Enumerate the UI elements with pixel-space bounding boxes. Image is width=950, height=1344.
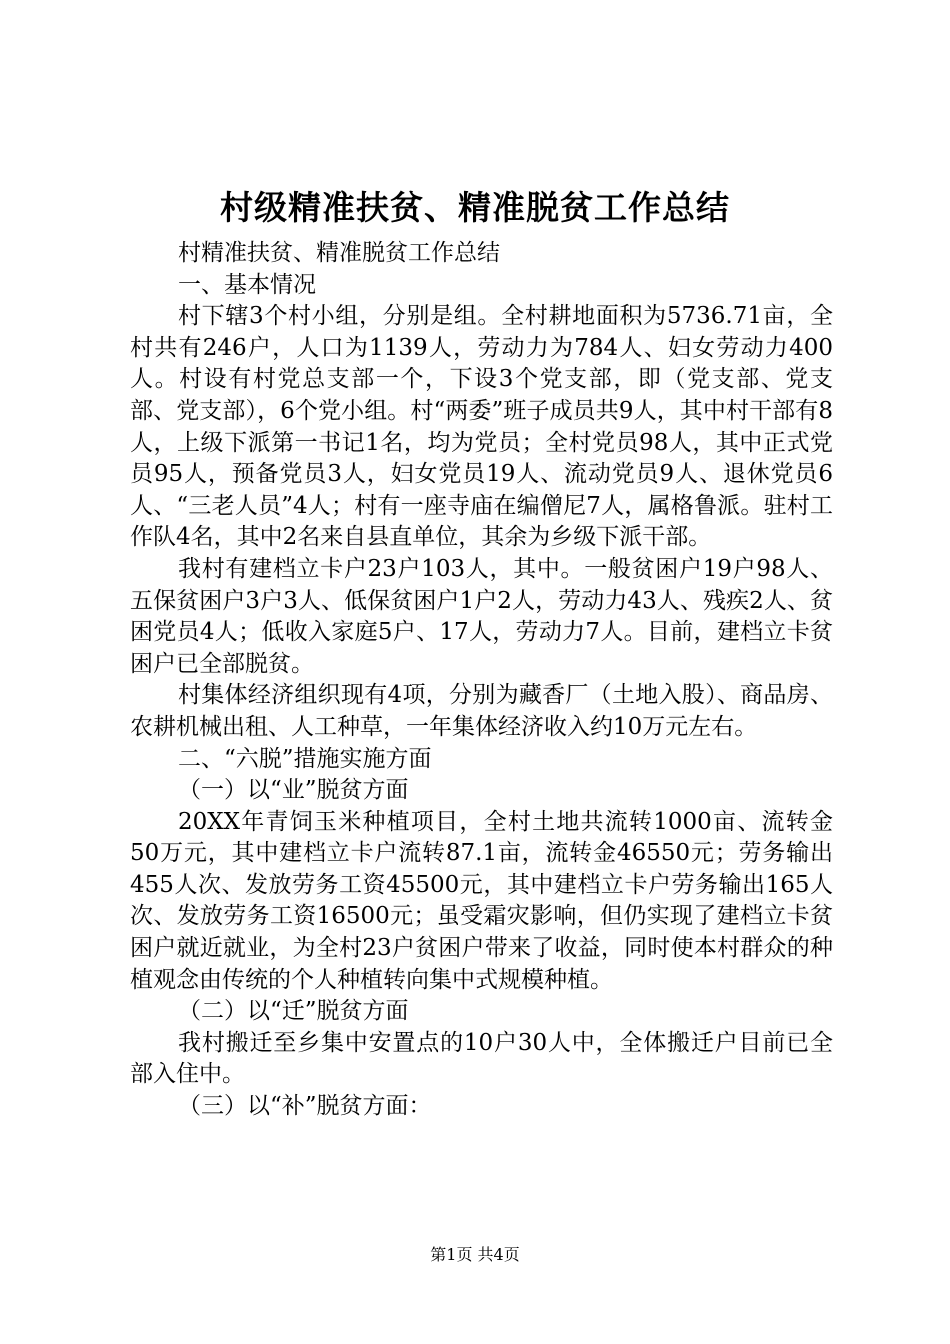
paragraph-relocation: 我村搬迁至乡集中安置点的10户30人中，全体搬迁户目前已全部入住中。 <box>130 1029 833 1088</box>
subsection-heading-subsidy: （三）以“补”脱贫方面： <box>178 1093 432 1120</box>
document-body <box>130 238 833 1123</box>
document-title: 村级精准扶贫、精准脱贫工作总结 <box>220 188 730 227</box>
paragraph-collective-economy: 村集体经济组织现有4项，分别为藏香厂（土地入股）、商品房、农耕机械出租、人工种草，一年集体经济收入约10万元左右。 <box>130 682 833 740</box>
paragraph-village-overview: 村下辖3个村小组，分别是组。全村耕地面积为5736.71亩，全村共有246户，人口为1139人，劳动力为784人、妇女劳动力400人。村设有村党总支部一个，下设3个党支部，即（党支部、党支部、党支部），6个党小组。村“两委”班子成员共9人，其中村干部有8人，上级下派第一书记1名，均为党员；全村党员98人，其中正式党员95人，预备党员3人，妇女党员19人、流动党员9人、退休党员6人、“三老人员”4人；村有一座寺庙在编僧尼7人，属格鲁派。驻村工作队4名，其中2名来自县直单位，其余为乡级下派干部。 <box>130 303 833 551</box>
section-heading-six-measures: 二、“六脱”措施实施方面 <box>178 745 432 772</box>
paragraph-registered-households: 我村有建档立卡户23户103人，其中。一般贫困户19户98人、五保贫困户3户3人、低保贫困户1户2人，劳动力43人、残疾2人、贫困党员4人；低收入家庭5户、17人，劳动力7人。目前，建档立卡贫困户已全部脱贫。 <box>130 555 833 677</box>
page-footer: 第1页 共4页 <box>430 1245 520 1264</box>
paragraph-corn-project: 20XX年青饲玉米种植项目，全村土地共流转1000亩、流转金50万元，其中建档立卡户流转87.1亩，流转金46550元；劳务输出455人次、发放劳务工资45500元，其中建档立卡户劳务输出165人次、发放劳务工资16500元；虽受霜灾影响，但仍实现了建档立卡贫困户就近就业，为全村23户贫困户带来了收益，同时使本村群众的种植观念由传统的个人种植转向集中式规模种植。 <box>130 808 833 993</box>
section-heading-basic-info: 一、基本情况 <box>178 271 316 298</box>
subsection-heading-relocation: （二）以“迁”脱贫方面 <box>178 998 409 1025</box>
subsection-heading-industry: （一）以“业”脱贫方面 <box>178 777 409 804</box>
paragraph-subtitle: 村精准扶贫、精准脱贫工作总结 <box>178 240 500 266</box>
